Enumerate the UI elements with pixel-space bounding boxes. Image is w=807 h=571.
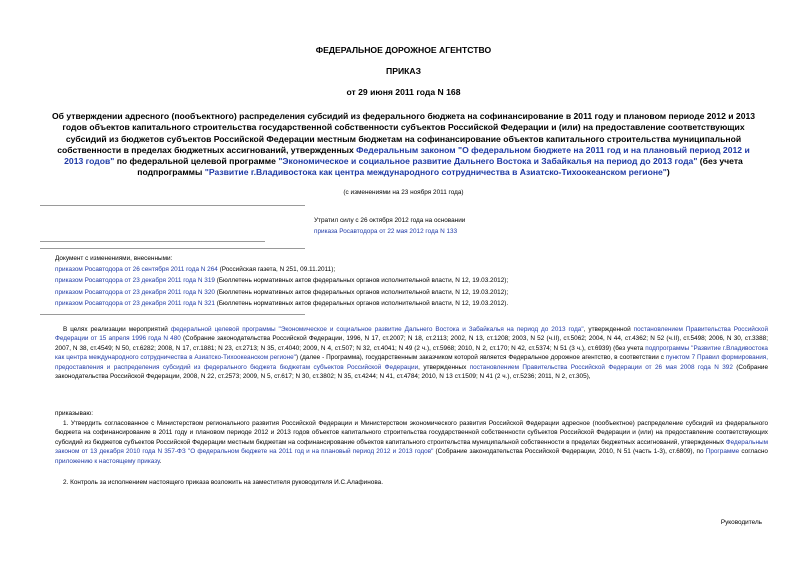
title-link-federal-law[interactable]: Федеральным законом "О федеральном бюджете на 2011 год и на плановый период 2012 и 2013 годов": [64, 144, 750, 167]
preamble-text: ) (далее - Программа), государственным заказчиком которой является Федеральное дорожное агентство, в соответствии с: [295, 354, 666, 362]
list-item: [55, 287, 508, 298]
change-link[interactable]: приказом Росавтодора от 26 сентября 2011 года N 264: [55, 266, 218, 274]
item-1-text: (Собрание законодательства Российской Федерации, 2010, N 51 (часть 1-3), ст.6809), по: [433, 448, 706, 456]
change-link[interactable]: приказом Росавтодора от 23 декабря 2011 года N 320: [55, 288, 215, 296]
item-2-paragraph: 2. Контроль за исполнением настоящего приказа возложить на заместителя руководителя И.С.Алафинова.: [63, 479, 383, 486]
item-1-paragraph: [55, 419, 768, 466]
change-link[interactable]: приказом Росавтодора от 23 декабря 2011 года N 319: [55, 277, 215, 285]
resolution-392-link[interactable]: постановлением Правительства Российской Федерации от 26 мая 2008 года N 392: [469, 363, 733, 371]
title-text-4: ): [666, 167, 670, 178]
change-link[interactable]: приказом Росавтодора от 23 декабря 2011 года N 321: [55, 299, 215, 307]
divider: [40, 248, 305, 249]
document-date-number: от 29 июня 2011 года N 168: [346, 87, 461, 97]
federal-law-357-link[interactable]: Федеральным законом от 13 декабря 2010 года N 357-ФЗ "О федеральном бюджете на 2011 год и на плановый период 2012 и 2013 годов": [55, 438, 768, 456]
divider: [40, 314, 305, 315]
signature-title: Руководитель: [720, 519, 762, 526]
program-link[interactable]: федеральной целевой программы "Экономическое и социальное развитие Дальнего Востока и Забайкалья на период до 2013 года": [170, 326, 584, 333]
lost-force-text: Утратил силу с 26 октября 2012 года на основании: [314, 217, 466, 224]
order-word: приказываю:: [55, 410, 93, 417]
resolution-480-link[interactable]: постановлением Правительства Российской Федерации от 15 апреля 1996 года N 480: [55, 326, 769, 343]
divider: [40, 241, 265, 242]
preamble-paragraph: [55, 325, 768, 381]
title-text-3: (без учета подпрограммы: [137, 156, 743, 178]
change-source: (Российская газета, N 251, 09.11.2011);: [217, 266, 336, 274]
document-type: ПРИКАЗ: [386, 66, 421, 76]
title-text-1: Об утверждении адресного (пообъектного) распределения субсидий из федерального бюджета на софинансирование в 2011 году и плановом периоде 2012 и 2013 годов объектов капитального строительства государственной собственности субъектов Российской Федерации и (или) на предоставление соответствующих субсидий из бюджетов субъектов Российской Федерации местным бюджетам на софинансирование объектов капитального строительства муниципальной собственности в пределах бюджетных ассигнований, утвержденных: [51, 111, 756, 155]
item-1-text: .: [159, 457, 162, 465]
rules-point-7-link[interactable]: пунктом 7 Правил формирования, предоставления и распределения субсидий из федерального бюджета бюджетам субъектов Российской Федерации: [55, 354, 768, 371]
preamble-text: (Собрание законодательства Российской Федерации, 2008, N 22, ст.2573; 2009, N 5, ст.617; N 30, ст.3802; N 35, ст.4244; N 41, ст.4784; 2010, N 13 ст.1509; N 41 (2 ч.), ст.5236; 2011, N 2, ст.305),: [55, 363, 768, 381]
document-title: [50, 111, 757, 179]
item-1-text: 1. Утвердить согласованное с Министерством регионального развития Российской Федерации и Министерством экономического развития Российской Федерации адресное (пообъектное) распределение субсидий из федерального бюджета на софинансирование в 2011 году и плановом периоде 2012 и 2013 годов объектов капитального строительства государственной собственности субъектов Российской Федерации и (или) на предоставление соответствующих субсидий из бюджетов субъектов Российской Федерации местным бюджетам на софинансирование объектов капитального строительства муниципальной собственности в пределах бюджетных ассигнований, утвержденных: [55, 420, 768, 446]
agency-name: ФЕДЕРАЛЬНОЕ ДОРОЖНОЕ АГЕНТСТВО: [315, 45, 492, 55]
list-item: [55, 275, 508, 286]
preamble-text: (Собрание законодательства Российской Федерации, 1996, N 17, ст.2007; N 18, ст.2113; 2002, N 13, ст.1208; 2003, N 52 (ч.II), ст.5062; 2004, N 44, ст.4362; N 52 (ч.II), ст.5498; 2006, N 30, ст.3388; 2007, N 38, ст.4549; N 50, ст.6282; 2008, N 17, ст.1881; N 23, ст.2713; N 35, ст.4040; 2009, N 4, ст.507; N 32, ст.4041; N 49 (2 ч.), ст.5968; 2010, N 2, ст.170; N 42, ст.5374; N 51 (3 ч.), ст.6939) (без учета: [55, 335, 768, 352]
title-text-2: по федеральной целевой программе: [114, 156, 279, 167]
preamble-text: В целях реализации мероприятий: [63, 326, 171, 333]
changes-list: [55, 253, 508, 309]
lost-force-link[interactable]: приказа Росавтодора от 22 мая 2012 года N 133: [314, 228, 458, 235]
title-link-subprogram[interactable]: "Развитие г.Владивостока как центра международного сотрудничества в Азиатско-Тихоокеанском регионе": [204, 167, 667, 178]
subprogram-link[interactable]: подпрограммы "Развитие г.Владивостока как центра международного сотрудничества в Азиатско-Тихоокеанском регионе": [55, 344, 768, 362]
changes-intro: Документ с изменениями, внесенными:: [55, 255, 173, 262]
preamble-text: , утвержденных: [418, 363, 470, 371]
item-1-text: согласно: [739, 448, 768, 456]
changes-note: (с изменениями на 23 ноября 2011 года): [343, 189, 464, 196]
title-link-program[interactable]: "Экономическое и социальное развитие Дальнего Востока и Забайкалья на период до 2013 года": [278, 156, 698, 167]
list-item: [55, 264, 508, 275]
lost-force-note: [314, 215, 465, 237]
divider: [40, 205, 305, 206]
change-source: (Бюллетень нормативных актов федеральных органов исполнительной власти, N 12, 19.03.2012).: [214, 299, 509, 307]
program-link[interactable]: Программе: [705, 448, 740, 456]
change-source: (Бюллетень нормативных актов федеральных органов исполнительной власти, N 12, 19.03.2012);: [214, 288, 509, 296]
change-source: (Бюллетень нормативных актов федеральных органов исполнительной власти, N 12, 19.03.2012);: [214, 277, 509, 285]
preamble-text: , утвержденной: [583, 326, 634, 333]
list-item: [55, 298, 508, 309]
appendix-link[interactable]: приложению к настоящему приказу: [55, 457, 160, 465]
